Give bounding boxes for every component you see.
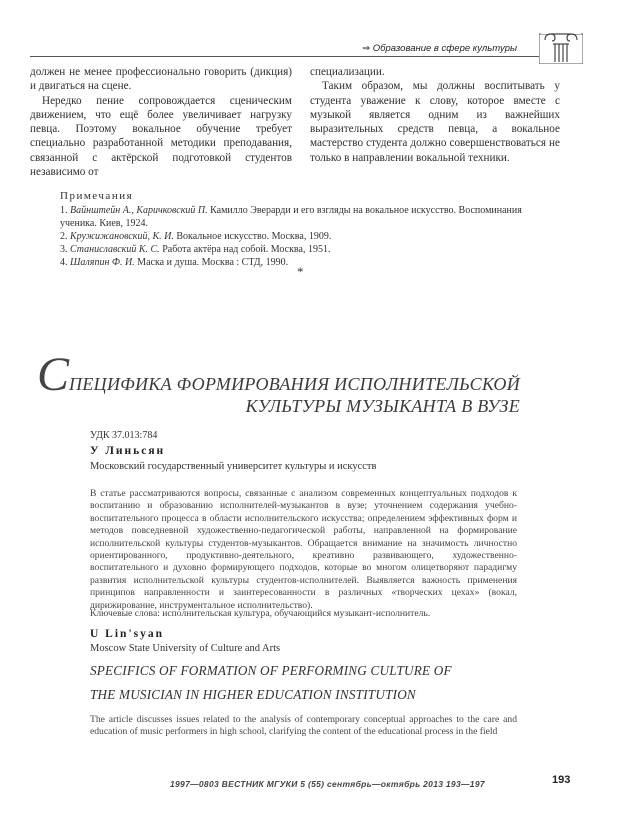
notes-heading: Примечания <box>60 190 134 202</box>
note-text: Вокальное искусство. Москва, 1909. <box>176 231 332 242</box>
author-name-ru: У Линьсян <box>90 445 166 457</box>
note-item: 2. Кружижановский, К. И. Вокальное искусство. Москва, 1909. <box>60 231 332 242</box>
affiliation-ru: Московский государственный университет культуры и искусств <box>90 461 377 472</box>
journal-footer: 1997—0803 ВЕСТНИК МГУКИ 5 (55) сентябрь—октябрь 2013 193—197 <box>170 779 485 789</box>
column-capital-logo-icon <box>539 26 583 64</box>
title-en-line-2: THE MUSICIAN IN HIGHER EDUCATION INSTITUTION <box>90 687 416 702</box>
note-authors: Станиславский К. С. <box>70 244 160 255</box>
author-name-en: U Lin'syan <box>90 628 165 640</box>
abstract-en: The article discusses issues related to the analysis of contemporary conceptual approaches to the care and education of music performers in high school, clarifying the content of the educational process in the field <box>90 714 517 738</box>
body-column-right <box>310 65 560 165</box>
article-title-en <box>90 659 530 707</box>
notes-list <box>60 204 560 269</box>
note-text: Маска и душа. Москва : СТД, 1990. <box>137 257 289 268</box>
udk-code: УДК 37.013:784 <box>90 430 158 441</box>
title-en-line-1: SPECIFICS OF FORMATION OF PERFORMING CULTURE OF <box>90 663 452 678</box>
article-title <box>30 348 520 417</box>
body-paragraph: Таким образом, мы должны воспитывать у студента уважение к слову, которое вместе с музыкой является одним из важнейших выразительных средств певца, а вокальное мастерство студента должно совершенствоваться не только в направлении вокальной техники. <box>310 80 560 164</box>
body-paragraph: специализации. <box>310 66 385 78</box>
abstract-ru: В статье рассматриваются вопросы, связанные с анализом современных концептуальных подходов к воспитанию и образованию исполнителей-музыкантов в вузе; уточнением содержания учебно-воспитательного процесса в области исполнительского искусства; определением эффективных форм и методов повседневной художественно-педагогической работы, направленной на формирование исполнительской культуры студентов-музыкантов. Обращается внимание на значимость личностно ориентированного, продуктивно-деятельного, креативно развивающего, художественно-воспитательного и духовно формирующего подходов, которые во многом олицетворяют парадигму развития исполнительской культуры студентов-исполнителей. Выявляется важность применения принципов направленности и заинтересованности в различных «творческих цехах» (вокал, дирижирование, инструментальное исполнительство). <box>90 488 517 611</box>
title-line-2: КУЛЬТУРЫ МУЗЫКАНТА В ВУЗЕ <box>245 396 520 416</box>
note-text: Работа актёра над собой. Москва, 1951. <box>162 244 331 255</box>
note-text: Камилло Эверарди и его взгляды на вокальное искусство. Воспоминания ученика. Киев, 1924. <box>60 205 522 229</box>
section-separator: * <box>297 264 304 279</box>
note-authors: Шаляпин Ф. И. <box>70 257 135 268</box>
keywords-ru: Ключевые слова: исполнительская культура, обучающийся музыкант-исполнитель. <box>90 608 431 619</box>
header-rule <box>30 56 558 57</box>
note-item: 4. Шаляпин Ф. И. Маска и душа. Москва : СТД, 1990. <box>60 257 289 268</box>
note-item: 1. Вайнштейн А., Каричковский П. Камилло Эверарди и его взгляды на вокальное искусство. Воспоминания ученика. Киев, 1924. <box>60 205 522 229</box>
body-column-left <box>30 65 292 179</box>
affiliation-en: Moscow State University of Culture and Arts <box>90 643 281 654</box>
body-paragraph: должен не менее профессионально говорить (дикция) и двигаться на сцене. <box>30 66 292 93</box>
running-header-section: ⇒ Образование в сфере культуры <box>362 43 517 54</box>
note-authors: Вайнштейн А., Каричковский П. <box>70 205 208 216</box>
body-paragraph: Нередко пение сопровождается сценическим движением, что ещё более увеличивает нагрузку певца. Поэтому вокальное обучение требует специально разработанной методики преподавания, связанной с актёрской подготовкой студентов независимо от <box>30 94 292 179</box>
note-authors: Кружижановский, К. И. <box>70 231 174 242</box>
title-line-1: ПЕЦИФИКА ФОРМИРОВАНИЯ ИСПОЛНИТЕЛЬСКОЙ <box>69 374 520 394</box>
title-initial-letter: С <box>37 348 70 401</box>
page-number: 193 <box>552 774 571 786</box>
note-item: 3. Станиславский К. С. Работа актёра над собой. Москва, 1951. <box>60 244 331 255</box>
